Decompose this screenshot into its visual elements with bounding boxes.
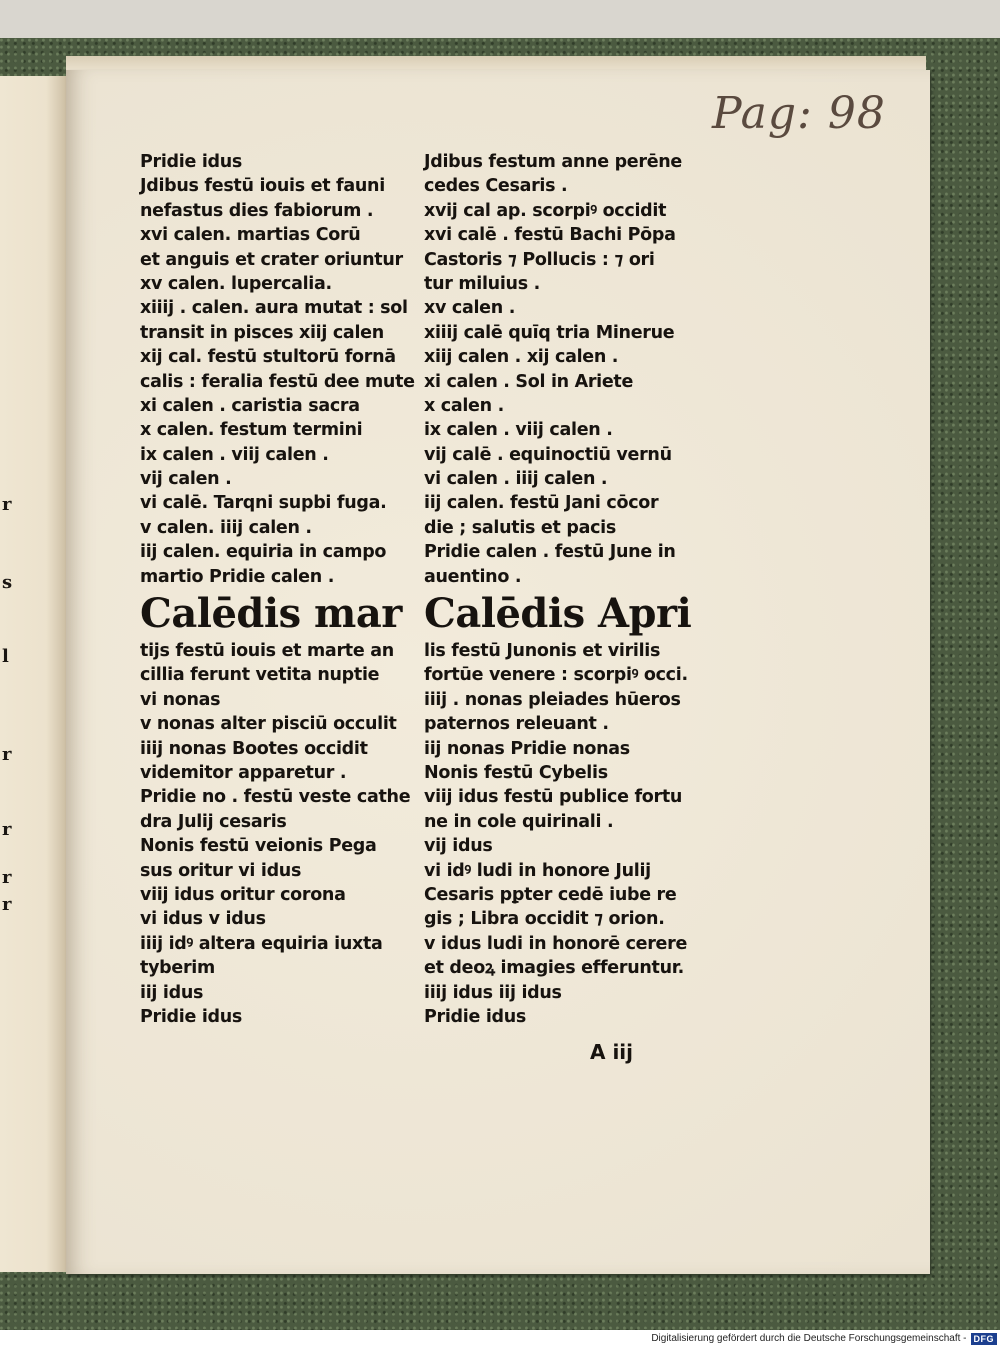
funding-credit: Digitalisierung gefördert durch die Deutsche Forschungsgemeinschaft -: [651, 1333, 967, 1344]
text-line: vij idus: [424, 836, 493, 857]
text-line: iiij nonas Bootes occidit: [140, 738, 368, 759]
left-page-edge: [0, 76, 67, 1272]
left-page-glyph: r: [2, 494, 12, 515]
text-line: Pridie calen . festū June in: [424, 542, 676, 563]
text-line: Nonis festū Cybelis: [424, 762, 608, 783]
right-text-column: [424, 150, 694, 1029]
text-line: iiij . nonas pleiades hūeros: [424, 689, 681, 710]
text-line: vij calē . equinoctiū vernū: [424, 444, 672, 465]
text-line: xiiij . calen. aura mutat : sol: [140, 298, 408, 319]
text-line: fortūe venere : scorpiꝰ occi.: [424, 665, 688, 686]
text-line: ix calen . viij calen .: [140, 444, 329, 465]
text-line: paternos releuant .: [424, 714, 609, 735]
signature-mark: A iij: [590, 1040, 634, 1064]
text-line: iij nonas Pridie nonas: [424, 738, 630, 759]
text-line: Pridie idus: [424, 1006, 527, 1027]
text-line: ix calen . viij calen .: [424, 420, 613, 441]
text-line: Pridie idus: [140, 152, 243, 172]
text-line: xiij calen . xij calen .: [424, 347, 619, 368]
text-line: Pridie idus: [140, 1006, 243, 1027]
left-text-column: [140, 150, 415, 1029]
text-line: x calen. festum termini: [140, 420, 363, 441]
text-line: cedes Cesaris .: [424, 176, 568, 197]
text-line: et anguis et crater oriuntur: [140, 249, 403, 270]
text-line: iiij idus iij idus: [424, 982, 562, 1003]
text-line: xi calen . caristia sacra: [140, 395, 360, 416]
text-line: die ; salutis et pacis: [424, 517, 616, 538]
text-line: gis ; Libra occidit ⁊ orion.: [424, 909, 665, 930]
text-line: viij idus oritur corona: [140, 884, 346, 905]
month-heading-march: Calēdis mar: [140, 590, 402, 638]
text-line: Nonis festū veionis Pega: [140, 836, 377, 857]
text-line: iij calen. equiria in campo: [140, 542, 387, 563]
left-page-glyph: r: [2, 867, 12, 888]
left-page-glyph: l: [2, 646, 9, 667]
text-line: auentino .: [424, 566, 522, 587]
dfg-logo: DFG: [971, 1333, 998, 1345]
text-line: vi idꝰ ludi in honore Julij: [424, 860, 651, 881]
text-line: vi idus v idus: [140, 909, 266, 930]
left-page-glyph: s: [2, 572, 13, 593]
text-line: transit in pisces xiij calen: [140, 322, 384, 343]
left-page-glyph: r: [2, 894, 12, 915]
text-line: Pridie no . festū veste cathe: [140, 787, 411, 808]
text-line: v idus ludi in honorē cerere: [424, 933, 688, 954]
text-line: vi nonas: [140, 689, 221, 710]
text-line: viij idus festū publice fortu: [424, 787, 683, 808]
text-line: martio Pridie calen .: [140, 566, 335, 587]
text-line: et deoꝝ imagies efferuntur.: [424, 958, 684, 979]
text-line: xv calen. lupercalia.: [140, 273, 332, 294]
text-line: iiij idꝰ altera equiria iuxta: [140, 933, 383, 954]
text-line: dra Julij cesaris: [140, 811, 287, 832]
text-line: v calen. iiij calen .: [140, 517, 312, 538]
text-line: Cesaris pꝑter cedē iube re: [424, 884, 677, 905]
text-line: iij idus: [140, 982, 204, 1003]
text-line: xij cal. festū stultorū fornā: [140, 347, 396, 368]
text-line: xvij cal ap. scorpiꝰ occidit: [424, 200, 667, 221]
text-line: Jdibus festum anne perēne: [424, 152, 682, 172]
text-line: ne in cole quirinali .: [424, 811, 614, 832]
text-line: xiiij calē quīq tria Minerue: [424, 322, 675, 343]
text-line: vij calen .: [140, 469, 232, 490]
text-line: Jdibus festū iouis et fauni: [140, 176, 385, 197]
text-line: vi calē. Tarqni supbi fuga.: [140, 493, 387, 514]
text-line: tijs festū iouis et marte an: [140, 641, 394, 662]
text-line: tyberim: [140, 958, 215, 979]
text-line: v nonas alter pisciū occulit: [140, 714, 397, 735]
left-page-glyph: r: [2, 819, 12, 840]
footer-bar: [0, 1330, 1000, 1347]
text-line: xvi calē . festū Bachi Pōpa: [424, 225, 676, 246]
month-heading-april: Calēdis Apri: [424, 590, 692, 638]
text-line: nefastus dies fabiorum .: [140, 200, 374, 221]
text-line: xi calen . Sol in Ariete: [424, 371, 634, 392]
text-line: xv calen .: [424, 298, 516, 319]
text-line: x calen .: [424, 395, 504, 416]
text-line: lis festū Junonis et virilis: [424, 641, 661, 662]
text-line: videmitor apparetur .: [140, 762, 347, 783]
left-page-glyph: r: [2, 744, 12, 765]
text-line: iij calen. festū Jani cōcor: [424, 493, 659, 514]
text-line: cillia ferunt vetita nuptie: [140, 665, 380, 686]
text-line: sus oritur vi idus: [140, 860, 302, 881]
text-line: vi calen . iiij calen .: [424, 469, 608, 490]
text-line: xvi calen. martias Corū: [140, 225, 361, 246]
handwritten-page-note: Pag: 98: [712, 88, 886, 139]
text-line: calis : feralia festū dee mute: [140, 371, 415, 392]
text-line: Castoris ⁊ Pollucis : ⁊ ori: [424, 249, 655, 270]
text-line: tur miluius .: [424, 273, 540, 294]
